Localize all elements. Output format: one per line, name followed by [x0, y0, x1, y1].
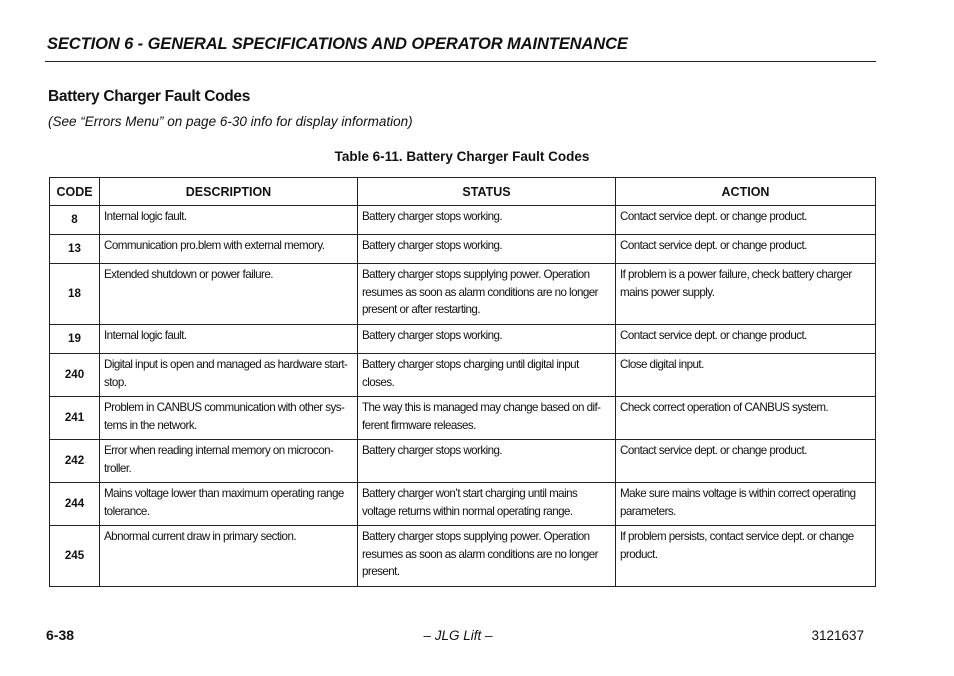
- status-cell: Battery charger stops working.: [358, 440, 616, 483]
- column-header-action: ACTION: [616, 178, 876, 206]
- description-cell: Communication pro.blem with external memory.: [100, 235, 358, 264]
- description-cell: Error when reading internal memory on microcon-troller.: [100, 440, 358, 483]
- action-cell: Contact service dept. or change product.: [616, 440, 876, 483]
- code-cell: 241: [50, 397, 100, 440]
- table-row: [50, 354, 876, 397]
- table-row: [50, 206, 876, 235]
- table-row: [50, 235, 876, 264]
- section-heading: Battery Charger Fault Codes: [48, 88, 251, 105]
- action-cell: If problem is a power failure, check battery charger mains power supply.: [616, 264, 876, 325]
- action-cell: Contact service dept. or change product.: [616, 235, 876, 264]
- table-row: [50, 526, 876, 587]
- status-cell: Battery charger won’t start charging until mains voltage returns within normal operating range.: [358, 483, 616, 526]
- action-cell: Close digital input.: [616, 354, 876, 397]
- description-cell: Digital input is open and managed as hardware start-stop.: [100, 354, 358, 397]
- fault-codes-table: [49, 177, 876, 587]
- code-cell: 13: [50, 235, 100, 264]
- code-cell: 245: [50, 526, 100, 587]
- code-cell: 18: [50, 264, 100, 325]
- description-cell: Extended shutdown or power failure.: [100, 264, 358, 325]
- column-header-status: STATUS: [358, 178, 616, 206]
- section-title: SECTION 6 - GENERAL SPECIFICATIONS AND OPERATOR MAINTENANCE: [47, 35, 628, 53]
- column-header-code: CODE: [50, 178, 100, 206]
- action-cell: Contact service dept. or change product.: [616, 206, 876, 235]
- code-cell: 242: [50, 440, 100, 483]
- description-cell: Internal logic fault.: [100, 206, 358, 235]
- status-cell: Battery charger stops working.: [358, 235, 616, 264]
- status-cell: Battery charger stops supplying power. Operation resumes as soon as alarm conditions are no longer present.: [358, 526, 616, 587]
- action-cell: Make sure mains voltage is within correct operating parameters.: [616, 483, 876, 526]
- action-cell: If problem persists, contact service dept. or change product.: [616, 526, 876, 587]
- table-row: [50, 325, 876, 354]
- table-row: [50, 397, 876, 440]
- footer-publisher: – JLG Lift –: [423, 628, 493, 643]
- status-cell: Battery charger stops working.: [358, 325, 616, 354]
- column-header-description: DESCRIPTION: [100, 178, 358, 206]
- description-cell: Mains voltage lower than maximum operating range tolerance.: [100, 483, 358, 526]
- description-cell: Internal logic fault.: [100, 325, 358, 354]
- table-row: [50, 440, 876, 483]
- status-cell: The way this is managed may change based on dif-ferent firmware releases.: [358, 397, 616, 440]
- code-cell: 19: [50, 325, 100, 354]
- status-cell: Battery charger stops supplying power. Operation resumes as soon as alarm conditions are no longer present or after restarting.: [358, 264, 616, 325]
- table-row: [50, 483, 876, 526]
- description-cell: Abnormal current draw in primary section.: [100, 526, 358, 587]
- cross-reference-note: (See “Errors Menu” on page 6-30 info for display information): [48, 114, 413, 129]
- action-cell: Contact service dept. or change product.: [616, 325, 876, 354]
- table-row: [50, 264, 876, 325]
- description-cell: Problem in CANBUS communication with other sys-tems in the network.: [100, 397, 358, 440]
- header-rule: [45, 61, 876, 62]
- document-number: 3121637: [811, 628, 864, 643]
- code-cell: 244: [50, 483, 100, 526]
- page-number: 6-38: [46, 627, 75, 643]
- table-caption: Table 6-11. Battery Charger Fault Codes: [334, 149, 590, 164]
- table-header-row: [50, 178, 876, 206]
- code-cell: 240: [50, 354, 100, 397]
- action-cell: Check correct operation of CANBUS system.: [616, 397, 876, 440]
- status-cell: Battery charger stops working.: [358, 206, 616, 235]
- status-cell: Battery charger stops charging until digital input closes.: [358, 354, 616, 397]
- code-cell: 8: [50, 206, 100, 235]
